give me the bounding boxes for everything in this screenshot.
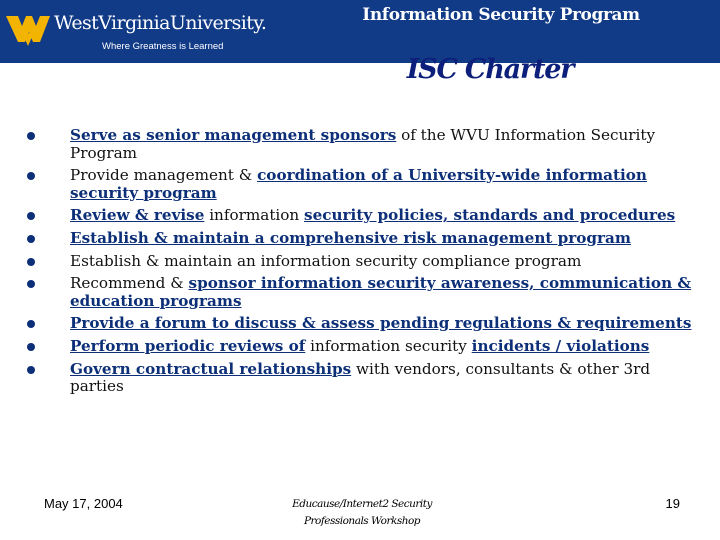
program-title: Information Security Program — [362, 5, 640, 25]
footer-event-line-1: Educause/Internet2 Security — [292, 498, 432, 510]
bullet-icon — [27, 212, 35, 220]
bullet-item — [24, 338, 704, 356]
flying-wv-icon — [6, 12, 50, 48]
highlighted-text: security policies, standards and procedures — [304, 206, 676, 225]
bullet-text: Provide management & — [70, 166, 258, 185]
bullet-item — [24, 230, 704, 248]
slide-title: ISC Charter — [406, 54, 574, 85]
wvu-logo — [6, 4, 267, 58]
bullet-item — [24, 207, 704, 225]
university-tagline: Where Greatness is Learned — [102, 41, 224, 52]
footer-event-line-2: Professionals Workshop — [303, 515, 421, 527]
university-name: WestVirginiaUniversity. — [54, 12, 267, 34]
highlighted-text: sponsor information security awareness, communication & education programs — [70, 274, 692, 310]
bullet-text: information security — [305, 336, 472, 355]
bullet-text: Establish & maintain an information security compliance program — [70, 251, 582, 270]
bullet-icon — [27, 343, 35, 351]
bullet-text: with vendors, consultants & other 3rd parties — [70, 359, 651, 396]
bullet-icon — [27, 366, 35, 374]
bullet-icon — [27, 132, 35, 140]
charter-bullet-list — [24, 127, 704, 401]
highlighted-text: coordination of a University-wide information security program — [70, 166, 647, 202]
bullet-item — [24, 167, 704, 202]
bullet-item — [24, 315, 704, 333]
bullet-icon — [27, 320, 35, 328]
footer-event — [262, 496, 462, 530]
bullet-text: of the WVU Information Security Program — [70, 126, 656, 162]
bullet-icon — [27, 258, 35, 266]
bullet-item — [24, 253, 704, 271]
highlighted-text: Govern contractual relationships — [70, 359, 352, 378]
highlighted-text: Review & revise — [70, 206, 205, 225]
bullet-item — [24, 275, 704, 310]
highlighted-text: Perform periodic reviews of — [70, 336, 306, 355]
highlighted-text: Serve as senior management sponsors — [70, 126, 397, 144]
page-number: 19 — [665, 496, 680, 511]
bullet-icon — [27, 172, 35, 180]
bullet-item — [24, 127, 704, 162]
bullet-item — [24, 361, 704, 396]
bullet-icon — [27, 235, 35, 243]
highlighted-text: incidents / violations — [471, 336, 650, 355]
footer-date: May 17, 2004 — [44, 496, 123, 511]
bullet-text: Recommend & — [70, 274, 189, 293]
bullet-text: information — [204, 206, 305, 225]
bullet-icon — [27, 280, 35, 288]
highlighted-text: Establish & maintain a comprehensive risk management program — [70, 228, 631, 247]
highlighted-text: Provide a forum to discuss & assess pending regulations & requirements — [70, 314, 692, 333]
